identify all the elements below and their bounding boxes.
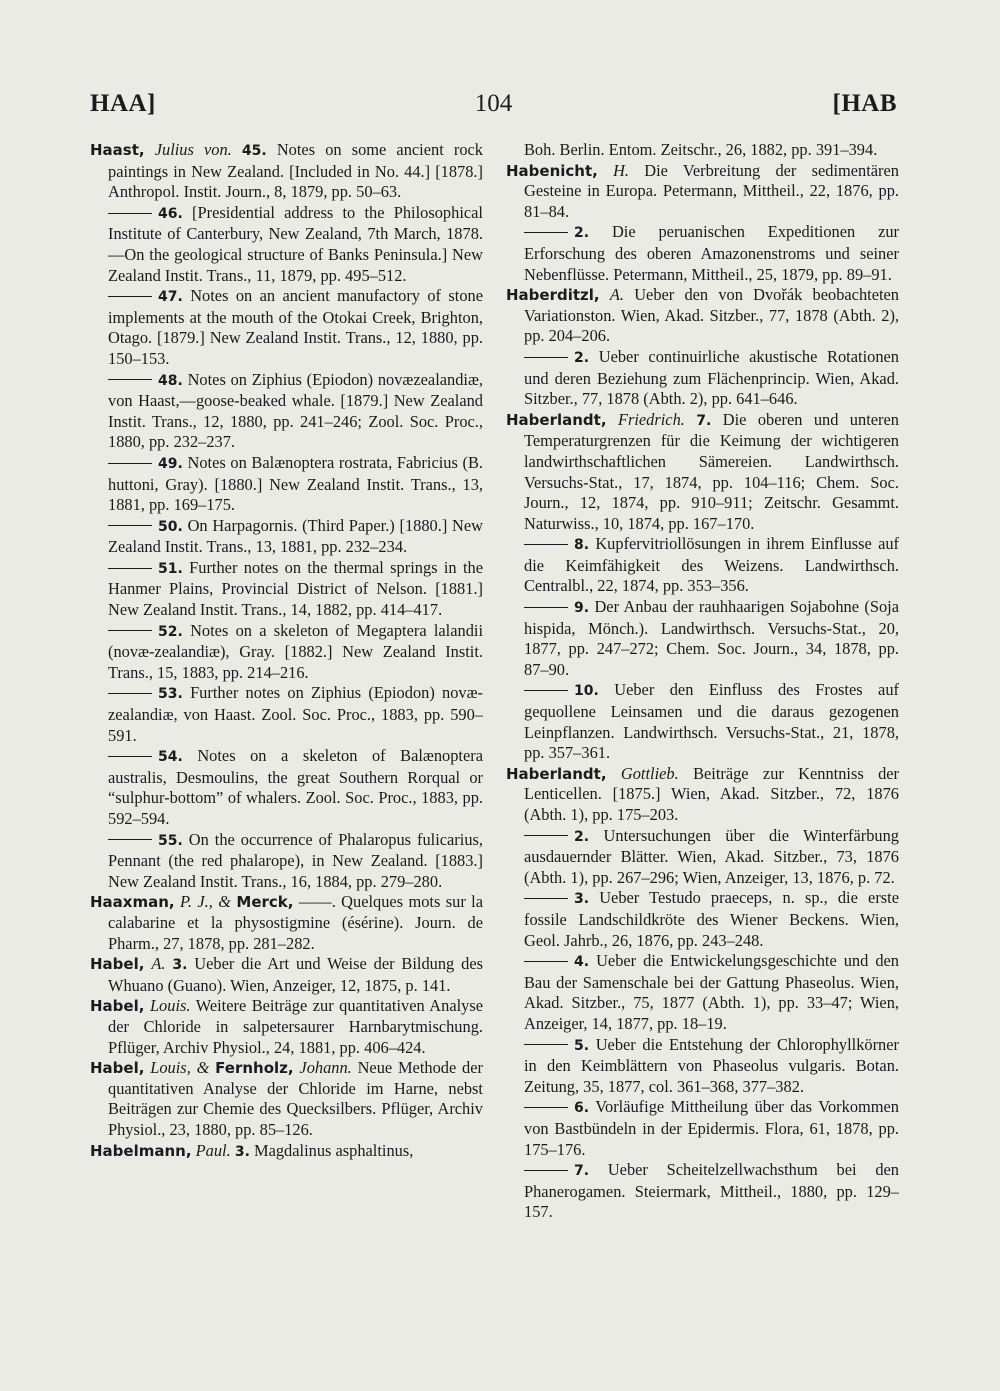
entry-text: Notes on Ziphius (Epiodon) novæzealandiæ, von Haast,—goose-beaked whale. [1879.] New Zealand Instit. Trans., 12, 1880, pp. 241–246; Zool. Soc. Proc., 1880, pp. 232–237.	[108, 369, 483, 452]
bibliography-subentry	[90, 453, 483, 516]
entry-text: Boh. Berlin. Entom. Zeitschr., 26, 1882, pp. 391–394.	[524, 140, 878, 159]
author-name: Habenicht,	[506, 161, 598, 180]
bibliography-subentry	[506, 826, 899, 889]
entry-text: Beiträge zur Kenntniss der Lenticellen. [1875.] Wien, Akad. Sitzber., 72, 1876 (Abth. 1), pp. 175–203.	[524, 763, 899, 824]
coauthor-name: Merck,	[236, 893, 294, 912]
author-name: Haberditzl,	[506, 286, 600, 305]
bibliography-subentry	[90, 830, 483, 893]
author-given-name: Louis.	[149, 996, 191, 1016]
bibliography-subentry	[506, 347, 899, 410]
author-given-name: Gottlieb.	[620, 763, 679, 783]
author-given-name: Friedrich.	[617, 409, 685, 429]
entry-number: 2.	[574, 349, 590, 366]
entry-text: Notes on an ancient manufactory of stone implements at the mouth of the Otokai Creek, Brighton, Otago. [1879.] New Zealand Instit. Trans., 12, 1880, pp. 150–153.	[108, 286, 483, 368]
entry-text: Notes on some ancient rock paintings in New Zealand. [Included in No. 44.] [1878.] Anthropol. Instit. Journ., 8, 1879, pp. 50–63.	[108, 140, 483, 202]
entry-number: 7.	[574, 1163, 590, 1180]
entry-text: ——. Quelques mots sur la calabarine et la physostigmine (ésérine). Journ. de Pharm., 27, 1878, pp. 281–282.	[108, 892, 483, 953]
entry-number: 9.	[574, 600, 590, 617]
entry-text: Der Anbau der rauhhaarigen Sojabohne (Soja hispida, Mönch.). Landwirthsch. Versuchs-Stat., 20, 1877, pp. 247–272; Chem. Soc. Journ., 34, 1878, pp. 87–90.	[524, 597, 899, 679]
bibliography-subentry	[90, 516, 483, 558]
bibliography-subentry	[506, 680, 899, 763]
bibliography-entry	[90, 1141, 483, 1163]
page-number: 104	[474, 90, 513, 117]
entry-text: Neue Methode der quantitativen Analyse der Chloride im Harne, nebst Beiträgen zur Chemie des Quecksilbers. Pflüger, Archiv Physiol., 23, 1880, pp. 85–126.	[108, 1058, 483, 1139]
bibliography-entry	[506, 285, 899, 347]
entry-number: 49.	[158, 455, 183, 472]
entry-number: 3.	[172, 957, 188, 974]
bibliography-subentry	[90, 203, 483, 286]
bibliography-subentry	[506, 951, 899, 1034]
entry-text: Die peruanischen Expeditionen zur Erforschung des oberen Amazonenstroms und seiner Nebenflüsse. Petermann, Mittheil., 25, 1879, pp. 89–91.	[524, 222, 899, 284]
ditto-dash	[108, 296, 152, 297]
entry-number: 51.	[158, 560, 183, 577]
ditto-dash	[524, 835, 568, 836]
ditto-dash	[524, 1107, 568, 1108]
ditto-dash	[108, 693, 152, 694]
entry-text: [Presidential address to the Philosophical Institute of Canterbury, New Zealand, 7th March, 1878.—On the geological structure of Banks Peninsula.] New Zealand Instit. Trans., 11, 1879, pp. 495–512.	[108, 202, 483, 285]
author-given-name: H.	[613, 160, 630, 180]
ditto-dash	[524, 690, 568, 691]
ditto-dash	[524, 961, 568, 962]
left-column	[90, 140, 483, 1162]
ditto-dash	[108, 463, 152, 464]
bibliography-subentry	[90, 286, 483, 369]
entry-text: Die Verbreitung der sedimentären Gesteine in Europa. Petermann, Mittheil., 22, 1876, pp. 81–84.	[524, 160, 899, 221]
entry-number: 52.	[158, 623, 183, 640]
ditto-dash	[524, 1170, 568, 1171]
bibliography-subentry	[506, 1097, 899, 1160]
entry-number: 2.	[574, 225, 590, 242]
bibliography-subentry	[506, 1035, 899, 1098]
entry-text: Vorläufige Mittheilung über das Vorkommen von Bastbündeln in der Epidermis. Flora, 61, 1878, pp. 175–176.	[524, 1097, 899, 1159]
bibliography-subentry	[90, 621, 483, 684]
bibliography-subentry	[90, 683, 483, 746]
entry-text: Ueber die Entstehung der Chlorophyllkörner in den Keimblättern von Phaseolus vulgaris. Botan. Zeitung, 35, 1877, col. 361–368, 377–382.	[524, 1034, 899, 1096]
author-name: Haberlandt,	[506, 410, 607, 429]
ditto-dash	[524, 607, 568, 608]
author-name: Haaxman,	[90, 893, 175, 912]
author-name: Haast,	[90, 141, 145, 159]
header-right: [HAB	[832, 90, 897, 117]
ditto-dash	[524, 544, 568, 545]
entry-number: 10.	[574, 683, 599, 700]
author-name: Habel,	[90, 997, 145, 1016]
coauthor-given-name: Johann.	[299, 1058, 352, 1078]
author-given-name: A.	[609, 285, 624, 305]
entry-text: Ueber Testudo praeceps, n. sp., die erste fossile Landschildkröte des Wiener Beckens. Wien, Geol. Jahrb., 26, 1876, pp. 243–248.	[524, 888, 899, 950]
author-name: Habel,	[90, 1059, 145, 1078]
entry-number: 8.	[574, 537, 590, 554]
ditto-dash	[108, 213, 152, 214]
ditto-dash	[524, 898, 568, 899]
ditto-dash	[108, 839, 152, 840]
coauthor-name: Fernholz,	[215, 1059, 294, 1078]
bibliography-subentry	[506, 1160, 899, 1223]
entry-number: 47.	[158, 289, 183, 306]
entry-text: Kupfervitriollösungen in ihrem Einflusse auf die Keimfähigkeit des Weizens. Landwirthsch. Centralbl., 22, 1874, pp. 353–356.	[524, 534, 899, 596]
ditto-dash	[524, 232, 568, 233]
running-header	[90, 90, 897, 126]
entry-text: Weitere Beiträge zur quantitativen Analyse der Chloride in salpetersaurer Harnbarytmischung. Pflüger, Archiv Physiol., 24, 1881, pp. 406–424.	[108, 996, 484, 1057]
entry-text: Further notes on Ziphius (Epiodon) novæ-zealandiæ, von Haast. Zool. Soc. Proc., 1883, pp. 590–591.	[108, 683, 484, 745]
entry-text: Untersuchungen über die Winterfärbung ausdauernder Blätter. Wien, Akad. Sitzber., 73, 1876 (Abth. 1), pp. 267–296; Wien, Anzeiger, 13, 1876, p. 72.	[524, 825, 899, 887]
entry-text: Ueber die Entwickelungsgeschichte und den Bau der Samenschale bei der Gattung Phaseolus. Wien, Akad. Sitzber., 75, 1877 (Abth. 1), pp. 33–47; Wien, Anzeiger, 14, 1877, pp. 18–19.	[524, 951, 899, 1033]
entry-text: Further notes on the thermal springs in the Hanmer Plains, Provincial District of Nelson. [1881.] New Zealand Instit. Trans., 14, 1882, pp. 414–417.	[108, 557, 483, 620]
right-column	[506, 140, 899, 1223]
bibliography-entry	[506, 410, 899, 535]
bibliography-subentry	[90, 746, 483, 829]
entry-text: Ueber den von Dvořák beobachteten Variationston. Wien, Akad. Sitzber., 77, 1878 (Abth. 2), pp. 204–206.	[524, 285, 899, 346]
bibliography-entry	[506, 161, 899, 223]
entry-number: 6.	[574, 1100, 590, 1117]
bibliography-entry	[506, 764, 899, 826]
entry-text: Die oberen und unteren Temperaturgrenzen für die Keimung der wichtigeren landwirthschaftlichen Sämereien. Landwirthsch. Versuchs-Stat., 17, 1874, pp. 104–116; Chem. Soc. Journ., 12, 1874, pp. 910–911; Zeitschr. Gesammt. Naturwiss., 10, 1874, pp. 167–170.	[524, 409, 899, 533]
author-given-name: Julius von.	[154, 140, 232, 159]
entry-number: 53.	[158, 686, 183, 703]
entry-number: 50.	[158, 518, 183, 535]
entry-number: 7.	[696, 412, 712, 429]
ditto-dash	[108, 756, 152, 757]
ditto-dash	[524, 357, 568, 358]
entry-number: 4.	[574, 954, 590, 971]
author-given-name: A.	[151, 954, 166, 974]
entry-text: On Harpagornis. (Third Paper.) [1880.] New Zealand Instit. Trans., 13, 1881, pp. 232–234.	[108, 515, 483, 557]
entry-number: 3.	[574, 891, 590, 908]
bibliography-entry	[90, 140, 483, 203]
bibliography-entry	[90, 996, 483, 1058]
bibliography-entry	[90, 892, 483, 954]
entry-text: Notes on a skeleton of Megaptera lalandii (novæ-zealandiæ), Gray. [1882.] New Zealand Instit. Trans., 15, 1883, pp. 214–216.	[108, 620, 484, 682]
bibliography-entry	[90, 1058, 483, 1140]
author-name: Habelmann,	[90, 1141, 192, 1160]
entry-text: Ueber die Art und Weise der Bildung des Whuano (Guano). Wien, Anzeiger, 12, 1875, p. 141.	[108, 954, 483, 995]
bibliography-subentry	[90, 558, 483, 621]
entry-text: Ueber Scheitelzellwachsthum bei den Phanerogamen. Steiermark, Mittheil., 1880, pp. 129–157.	[524, 1160, 899, 1222]
ditto-dash	[108, 525, 152, 526]
bibliography-entry	[90, 954, 483, 996]
entry-number: 2.	[574, 828, 590, 845]
entry-text: Notes on Balænoptera rostrata, Fabricius (B. huttoni, Gray). [1880.] New Zealand Instit. Trans., 13, 1881, pp. 169–175.	[108, 452, 483, 515]
entry-text: Ueber continuirliche akustische Rotationen und deren Beziehung zum Flächenprincip. Wien, Akad. Sitzber., 77, 1878 (Abth. 2), pp. 641–646.	[524, 346, 899, 409]
author-given-name: Louis, &	[150, 1058, 210, 1078]
entry-text: On the occurrence of Phalaropus fulicarius, Pennant (the red phalarope), in New Zealand. [1883.] New Zealand Instit. Trans., 16, 1884, pp. 279–280.	[108, 829, 483, 891]
author-name: Habel,	[90, 955, 145, 974]
bibliography-subentry	[506, 534, 899, 597]
header-left: HAA]	[90, 90, 156, 117]
bibliography-subentry	[90, 370, 483, 453]
entry-continuation	[506, 140, 899, 161]
entry-number: 48.	[158, 372, 183, 389]
entry-text: Notes on a skeleton of Balænoptera australis, Desmoulins, the great Southern Rorqual or “sulphur-bottom” of whalers. Zool. Soc. Proc., 1883, pp. 592–594.	[108, 746, 483, 828]
entry-number: 46.	[158, 205, 183, 222]
bibliography-subentry	[506, 888, 899, 951]
entry-number: 45.	[241, 143, 267, 159]
entry-number: 5.	[574, 1037, 590, 1054]
bibliography-subentry	[506, 222, 899, 285]
ditto-dash	[524, 1044, 568, 1045]
entry-number: 3.	[234, 1143, 250, 1160]
author-given-name: P. J., &	[180, 892, 232, 912]
ditto-dash	[108, 568, 152, 569]
entry-number: 54.	[158, 749, 183, 766]
entry-text: Magdalinus asphaltinus,	[254, 1140, 414, 1160]
bibliography-subentry	[506, 597, 899, 680]
entry-number: 55.	[158, 832, 183, 849]
author-given-name: Paul.	[195, 1140, 231, 1160]
ditto-dash	[108, 630, 152, 631]
author-name: Haberlandt,	[506, 764, 607, 783]
ditto-dash	[108, 379, 152, 380]
entry-text: Ueber den Einfluss des Frostes auf gequollene Leinsamen und die daraus gezogenen Leinpflanzen. Landwirthsch. Versuchs-Stat., 21, 1878, pp. 357–361.	[524, 680, 899, 763]
